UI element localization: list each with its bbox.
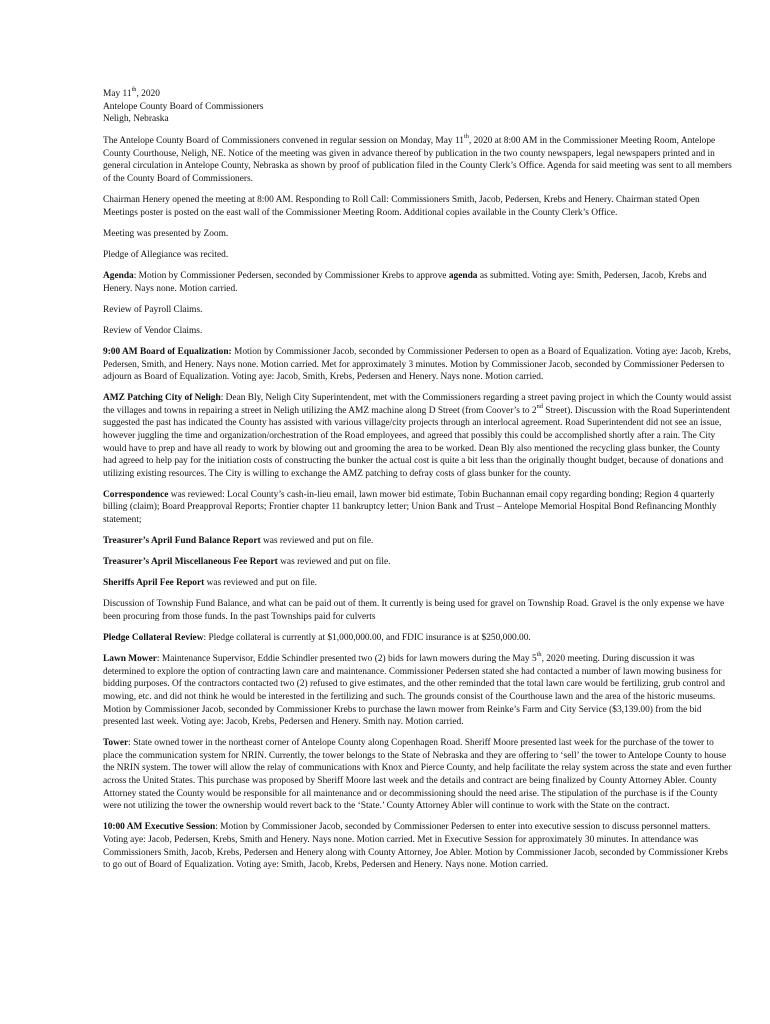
minutes-paragraph-p1 bbox=[103, 135, 733, 185]
section-heading: Sheriffs April Fee Report bbox=[103, 578, 205, 589]
paragraph-text: was reviewed: Local County’s cash-in-lieu email, lawn mower bid estimate, Tobin Buchannan email copy regarding bonding; Region 4 quarterly billing (claim); Board Preapproval Reports; Frontier chapter 11 bankruptcy letter; Union Bank and Trust – Antelope Memorial Hospital Bond Refinancing Monthly statement; bbox=[103, 489, 717, 526]
section-heading: Correspondence bbox=[103, 489, 169, 500]
minutes-paragraph-p11 bbox=[103, 535, 733, 548]
paragraph-text: was reviewed and put on file. bbox=[260, 536, 374, 547]
board-name: Antelope County Board of Commissioners bbox=[103, 101, 264, 112]
ordinal-suffix: th bbox=[463, 133, 469, 141]
minutes-paragraph-p12 bbox=[103, 556, 733, 569]
minutes-paragraph-p9 bbox=[103, 392, 733, 480]
minutes-paragraph-p8 bbox=[103, 346, 733, 384]
paragraph-text: Discussion of Township Fund Balance, and what can be paid out of them. It currently is being used for gravel on Township Road. Gravel is the only expense we have been procuring from those funds. In the past Townships paid for culverts bbox=[103, 599, 725, 622]
section-heading: agenda bbox=[448, 271, 478, 282]
minutes-paragraph-p14 bbox=[103, 598, 733, 623]
document-header bbox=[103, 85, 733, 126]
paragraph-text: : Maintenance Supervisor, Eddie Schindler presented two (2) bids for lawn mowers during the May 5 bbox=[156, 654, 537, 665]
paragraph-text: as submitted. Voting aye: Smith, Pedersen, Jacob, Krebs and Henery. Nays none. Motion carried. bbox=[103, 271, 707, 294]
minutes-paragraph-p6 bbox=[103, 304, 733, 317]
ordinal-suffix: th bbox=[536, 651, 542, 659]
minutes-document bbox=[103, 85, 733, 880]
paragraph-text: : Dean Bly, Neligh City Superintendent, met with the Commissioners regarding a street paving project in which the County would assist the villages and towns in repairing a street in Neligh utilizing the AMZ machine along D Street (from Coover’s to 2 bbox=[103, 393, 732, 416]
section-heading: AMZ Patching City of Neligh bbox=[103, 393, 221, 404]
paragraph-text: : State owned tower in the northeast corner of Antelope County along Copenhagen Road. Sheriff Moore presented last week for the purchase of the tower to place the communication system for NRIN. Currently, the tower belongs to the State of Nebraska and they are offering to ‘sell’ the tower to Antelope County to house the NRIN system. The tower will allow the relay of communications with Knox and Pierce County, and help facilitate the relay system across the state and even further across the United States. This purchase was proposed by Sheriff Moore last week and the details and contract are being finalized by County Attorney Abler. County Attorney stated the County would be responsible for all maintenance and or decommissioning should the need arise. The stipulation of the purchase is if the County were not utilizing the tower the ownership would revert back to the ‘State.’ County Attorney Abler will continue to work with the State on the contract. bbox=[103, 738, 732, 812]
meeting-location: Neligh, Nebraska bbox=[103, 114, 169, 125]
minutes-paragraph-p7 bbox=[103, 325, 733, 338]
minutes-paragraph-p18 bbox=[103, 821, 733, 871]
paragraph-text: : Motion by Commissioner Pedersen, seconded by Commissioner Krebs to approve bbox=[133, 271, 449, 282]
section-heading: Treasurer’s April Fund Balance Report bbox=[103, 536, 261, 547]
paragraph-text: The Antelope County Board of Commissioners convened in regular session on Monday, May 11 bbox=[103, 136, 464, 147]
section-heading: Treasurer’s April Miscellaneous Fee Report bbox=[103, 557, 278, 568]
paragraph-text: : Pledge collateral is currently at $1,000,000.00, and FDIC insurance is at $250,000.00. bbox=[203, 633, 531, 644]
meeting-date: May 11th, 2020 bbox=[103, 85, 160, 99]
minutes-paragraph-p15 bbox=[103, 632, 733, 645]
paragraph-text: Chairman Henery opened the meeting at 8:00 AM. Responding to Roll Call: Commissioners Smith, Jacob, Pedersen, Krebs and Henery. Chairman stated Open Meetings poster is posted on the east wall of the Commissioner Meeting Room. Additional copies available in the County Clerk’s Office. bbox=[103, 195, 700, 218]
paragraph-text: Review of Vendor Claims. bbox=[103, 325, 203, 336]
minutes-paragraph-p13 bbox=[103, 577, 733, 590]
paragraph-text: Motion by Commissioner Jacob, seconded by Commissioner Pedersen to open as a Board of Equalization. Voting aye: Jacob, Krebs, Pedersen, Smith, and Henery. Nays none. Motion carried. Met for approximately 3 minutes. Motion by Commissioner Jacob, seconded by Commissioner Pedersen to adjourn as Board of Equalization. Voting aye: Jacob, Smith, Krebs, Pedersen and Henery. Nays none. Motion carried. bbox=[103, 346, 731, 383]
section-heading: 9:00 AM Board of Equalization: bbox=[103, 346, 232, 357]
section-heading: 10:00 AM Executive Session bbox=[103, 822, 216, 833]
section-heading: Tower bbox=[103, 738, 129, 749]
paragraph-text: , 2020 at 8:00 AM in the Commissioner Meeting Room, Antelope County Courthouse, Neligh, NE. Notice of the meeting was given in advance thereof by publication in the two county newspapers, legal newspapers printed and in general circulation in Antelope County, Nebraska as shown by proof of publication filed in the County Clerk’s Office. Agenda for said meeting was sent to all members of the County Board of Commissioners. bbox=[103, 136, 732, 185]
paragraph-text: Pledge of Allegiance was recited. bbox=[103, 249, 229, 260]
paragraph-text: : Motion by Commissioner Jacob, seconded by Commissioner Pedersen to enter into executive session to discuss personnel matters. Voting aye: Jacob, Pedersen, Krebs, Smith and Henery. Nays none. Motion carried. Met in Executive Session for approximately 30 minutes. In attendance was Commissioners Smith, Jacob, Krebs, Pedersen and Henery along with County Attorney, Joe Abler. Motion by Commissioner Jacob, seconded by Commissioner Krebs to go out of Board of Equalization. Voting aye: Smith, Jacob, Krebs, Pedersen and Henery. Nays none. Motion carried. bbox=[103, 822, 728, 871]
section-heading: Lawn Mower bbox=[103, 654, 157, 665]
section-heading: Pledge Collateral Review bbox=[103, 633, 204, 644]
minutes-paragraph-p4 bbox=[103, 249, 733, 262]
paragraph-text: , 2020 meeting. During discussion it was determined to explore the option of contracting lawn care and maintenance. Commissioner Pedersen stated she had contacted a number of lawn mowing business for bidding purposes. Of the contractors contacted two (2) refused to give estimates, and the other reminded that the total lawn care would be fertilizing, grub control and mowing, etc. and did not think he would be interested in the fertilizing and such. The grounds consist of the Courthouse lawn and the area of the historic museums. Motion by Commissioner Jacob, seconded by Commissioner Krebs to purchase the lawn mower from Reinke’s Farm and City Service ($3,139.00) from the bid presented last week. Voting aye: Jacob, Krebs, Pedersen and Henery. Smith nay. Motion carried. bbox=[103, 654, 725, 728]
paragraph-text: Street). Discussion with the Road Superintendent suggested the past has indicated the County has assisted with various village/city projects through an interlocal agreement. Road Superintendent did not see an issue, however juggling the time and organization/orchestration of the Road employees, and agreed that possibly this could be accomplished shortly after a rain. The City would have to prep and have all ready to work by blowing out and grooming the area to be worked. Dean Bly also mentioned the recycling glass bunker, the County had agreed to help pay for the initiation costs of constructing the bunker the actual cost is quite a bit less than the originally thought budget, because of donations and utilizing existing resources. The City is willing to exchange the AMZ patching to defray costs of glass bunker for the county. bbox=[103, 405, 731, 479]
paragraph-text: Review of Payroll Claims. bbox=[103, 304, 203, 315]
minutes-paragraph-p10 bbox=[103, 489, 733, 527]
minutes-paragraph-p17 bbox=[103, 737, 733, 813]
minutes-paragraph-p3 bbox=[103, 228, 733, 241]
minutes-paragraph-p2 bbox=[103, 194, 733, 219]
minutes-paragraph-p16 bbox=[103, 653, 733, 729]
paragraph-text: was reviewed and put on file. bbox=[204, 578, 318, 589]
minutes-paragraph-p5 bbox=[103, 270, 733, 295]
paragraph-text: Meeting was presented by Zoom. bbox=[103, 228, 229, 239]
paragraph-text: was reviewed and put on file. bbox=[277, 557, 391, 568]
minutes-body bbox=[103, 135, 733, 871]
section-heading: Agenda bbox=[103, 271, 134, 282]
ordinal-suffix: nd bbox=[536, 402, 543, 410]
